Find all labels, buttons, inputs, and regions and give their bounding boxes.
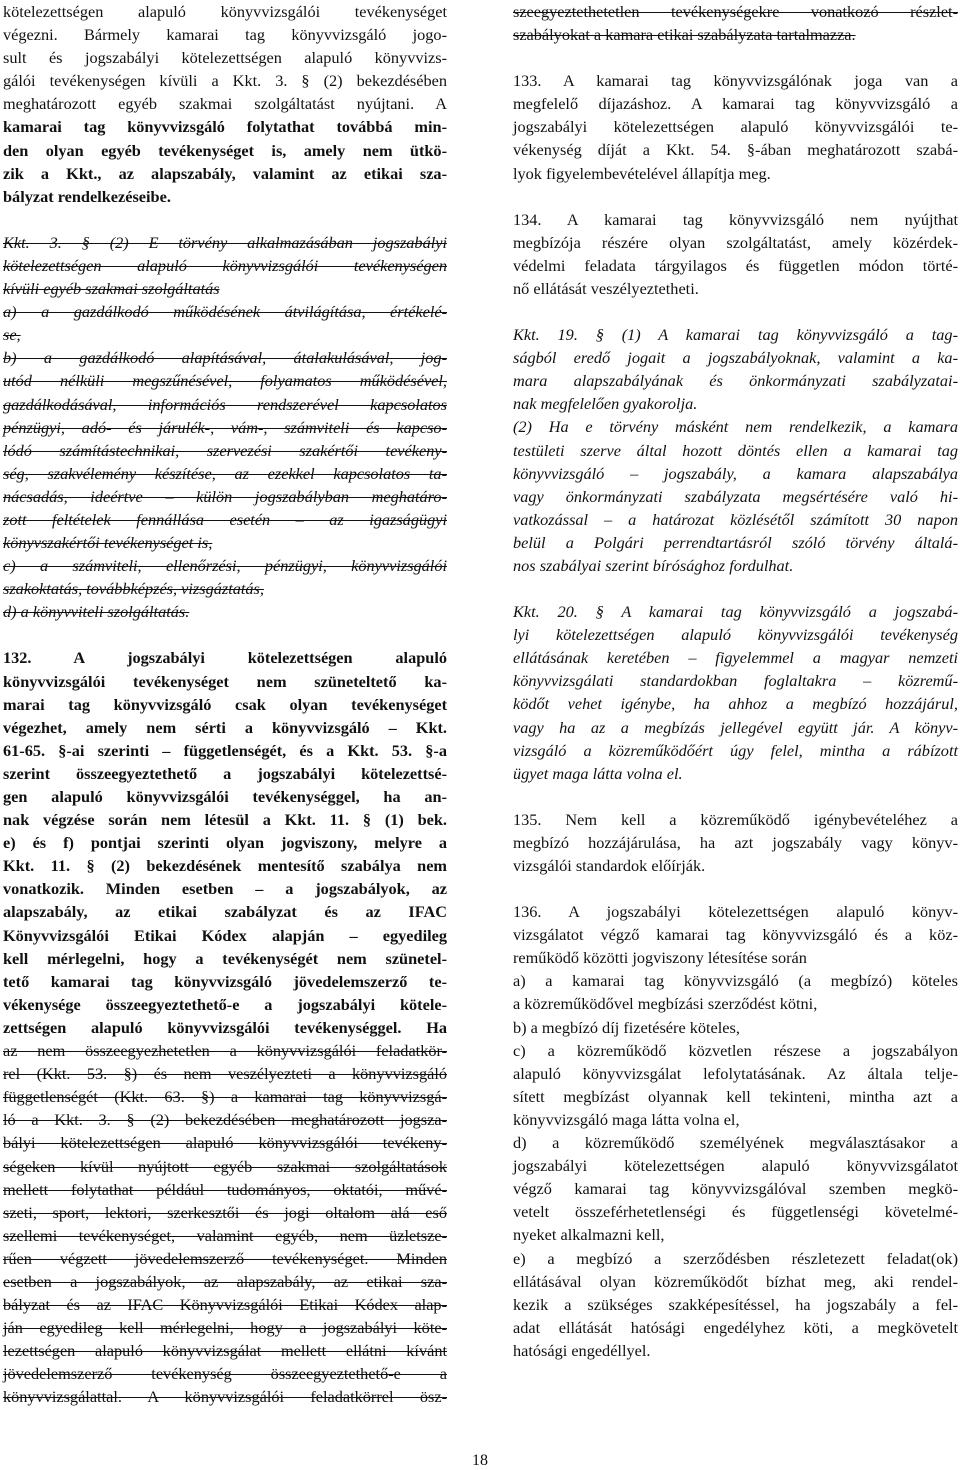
text-line: zik a Kkt., az alapszabály, valamint az etikai sza- (3, 163, 447, 183)
text-line: 132. A jogszabályi kötelezettségen alapuló (3, 648, 447, 668)
paragraph-133 (513, 69, 958, 184)
text-line: vagy ha az a megbízás jellegével együtt jár. A könyv- (513, 717, 958, 737)
text-line: vizsgálói standardok előírják. (513, 856, 706, 875)
text-line: b) a megbízó díj fizetésére köteles, (513, 1017, 740, 1037)
spacer (3, 208, 447, 231)
text-line: kell mérlegelni, hogy a tevékenységét nem szünetel- (3, 948, 447, 968)
text-line: jogszabályi kötelezettségen alapuló könyvvizsgálatot (513, 1156, 958, 1176)
text-line: Könyvvizsgálói Etikai Kódex alapján – egyedileg (3, 925, 447, 945)
page-number: 18 (472, 1452, 488, 1469)
text-line: reműködő közötti jogviszony létesítése során (513, 948, 807, 968)
text-line: 61-65. §-ai szerinti – függetlenségét, és a Kkt. 53. §-a (3, 740, 447, 760)
paragraph-intro (3, 0, 447, 208)
paragraph-kkt19 (513, 323, 958, 577)
text-line: testületi szerve által hozott döntés ellen a kamarai tag (513, 440, 958, 460)
text-line: gálói tevékenységen kívüli a Kkt. 3. § (2) bekezdésében (3, 71, 447, 91)
text-line: vizsgáló a közreműködőért úgy felel, mintha a rábízott (513, 740, 958, 760)
text-line: szeti, sport, lektori, szerkesztői és jogi oltalom alá eső (3, 1202, 447, 1222)
text-line: vagy önkormányzati szabályzata megsértésére való hi- (513, 486, 958, 506)
text-line: e) a megbízó a szerződésben részletezett feladat(ok) (513, 1248, 958, 1268)
spacer (513, 185, 958, 208)
text-line: (2) Ha e törvény másként nem rendelkezik, a kamara (513, 417, 958, 437)
text-line: szeegyeztethetetlen tevékenységekre vonatkozó részlet- (513, 2, 958, 21)
left-column (3, 0, 447, 1409)
text-line: jövedelemszerző tevékenység összeegyeztethető-e a (3, 1364, 447, 1384)
spacer (513, 785, 958, 808)
text-line: nak megfelelően gyakorolja. (513, 394, 698, 414)
text-line: d) a közreműködő személyének megválasztásakor a (513, 1133, 958, 1153)
text-line: 133. A kamarai tag könyvvizsgálónak joga van a (513, 71, 958, 91)
text-line: bályzat rendelkezéseibe. (3, 186, 171, 206)
text-line: könyvszakértői tevékenységet is, (3, 533, 213, 553)
text-line: gazdálkodásával, információs rendszerével kapcsolatos (3, 394, 447, 414)
spacer (513, 300, 958, 323)
text-line: vonatkozik. Minden esetben – a jogszabályok, az (3, 879, 447, 899)
text-line: lyi kötelezettségen alapuló könyvvizsgálói tevékenység (513, 625, 958, 645)
text-line: sített megbízást olyannak kell tekinteni, mintha azt a (513, 1086, 958, 1106)
text-line: meghatározott egyéb szakmai szolgáltatást nyújtani. A (3, 94, 447, 114)
text-line: rel (Kkt. 53. §) és nem veszélyezteti a könyvvizsgáló (3, 1064, 447, 1084)
text-line: végezni. Bármely kamarai tag könyvvizsgáló jogo- (3, 25, 447, 45)
text-line: alapszabály, az etikai szabályzat és az IFAC (3, 902, 447, 922)
text-line: könyvvizsgálattal. A könyvvizsgálói feladatkörrel ösz- (3, 1387, 447, 1407)
spacer (513, 577, 958, 600)
text-line: megfelelő díjazáshoz. A kamarai tag könyvvizsgáló a (513, 94, 958, 114)
text-line: pénzügyi, adó- és járulék-, vám-, számviteli és kapcso- (3, 417, 447, 437)
text-line: zettségen alapuló könyvvizsgálói tevékenységgel. Ha (3, 1017, 447, 1037)
text-line: sult és jogszabályi kötelezettségen alapuló könyvvizs- (3, 48, 447, 68)
text-line: könyvvizsgálói tevékenységet nem szüneteltető ka- (3, 671, 447, 691)
text-line: bályi kötelezettségen alapuló könyvvizsgálói tevékeny- (3, 1133, 447, 1153)
paragraph-132 (3, 646, 447, 1408)
text-line: ellátásának keretében – figyelemmel a magyar nemzeti (513, 648, 958, 668)
text-line: 135. Nem kell a közreműködő igénybevételéhez a (513, 809, 958, 829)
paragraph-kkt20 (513, 600, 958, 785)
text-line: nő ellátását veszélyeztetheti. (513, 278, 699, 298)
text-line: nak végzése során nem létesül a Kkt. 11. § (1) bek. (3, 810, 447, 830)
text-line: marai tag könyvvizsgáló csak olyan tevékenységet (3, 694, 447, 714)
text-line: vékenység díját a Kkt. 54. §-ában meghatározott szabá- (513, 140, 958, 160)
paragraph-134 (513, 208, 958, 300)
text-line: ködőt vehet igénybe, ha ahhoz a megbízó hozzájárul, (513, 694, 958, 714)
text-line: Kkt. 20. § A kamarai tag könyvvizsgáló a jogszabá- (513, 602, 958, 622)
text-line: bályzat és az IFAC Könyvvizsgálói Etikai Kódex alap- (3, 1295, 447, 1315)
text-line: függetlenségét (Kkt. 63. §) a kamarai tag könyvvizsgá- (3, 1087, 447, 1107)
text-line: belül a Polgári perrendtartásról szóló törvény általá- (513, 532, 958, 552)
text-line: a közreműködővel megbízási szerződést kötni, (513, 994, 818, 1014)
text-line: den olyan egyéb tevékenységet is, amely nem ütkö- (3, 140, 447, 160)
text-line: kívüli egyéb szakmai szolgáltatás (3, 279, 220, 299)
text-line: ügyet maga látta volna el. (513, 763, 683, 783)
text-line: könyvvizsgáló maga látta volna el, (513, 1109, 740, 1129)
right-column (513, 0, 958, 1362)
paragraph-136 (513, 900, 958, 1362)
text-line: rűen végzett jövedelemszerző tevékenységet. Minden (3, 1248, 447, 1268)
text-line: könyvvizsgálati standardokban foglaltakra – közremű- (513, 671, 958, 691)
text-line: megbízó hozzájárulása, ha azt jogszabály vagy könyv- (513, 832, 958, 852)
text-line: ján egyedileg kell mérlegelni, hogy a jogszabályi köte- (3, 1318, 447, 1338)
text-line: kötelezettségen alapuló könyvvizsgálói tevékenységet (3, 2, 447, 21)
text-line: esetben a jogszabályok, az alapszabály, az etikai sza- (3, 1271, 447, 1291)
text-line: vékenysége összeegyeztethető-e a jogszabályi kötele- (3, 994, 447, 1014)
text-line: az nem összeegyezhetetlen a könyvvizsgálói feladatkör- (3, 1041, 447, 1061)
paragraph-135 (513, 808, 958, 877)
text-line: lódó számítástechnikai, szervezési szakértői tevékeny- (3, 440, 447, 460)
text-line: végző kamarai tag könyvvizsgálóval szemben megkö- (513, 1179, 958, 1199)
text-line: 134. A kamarai tag könyvvizsgáló nem nyújthat (513, 209, 958, 229)
text-line: megbízója részére olyan szolgáltatást, amely közérdek- (513, 232, 958, 252)
text-line: hatósági engedéllyel. (513, 1340, 651, 1360)
text-line: d) a könyvviteli szolgáltatás. (3, 602, 190, 622)
text-line: ló a Kkt. 3. § (2) bekezdésében meghatározott jogsza- (3, 1110, 447, 1130)
text-line: könyvvizsgáló – jogszabály, a kamara alapszabálya (513, 463, 958, 483)
text-line: alapuló könyvvizsgálat lefolytatásának. Az általa telje- (513, 1063, 958, 1083)
text-line: ellátásával olyan közreműködőt bízhat meg, aki rendel- (513, 1271, 958, 1291)
text-line: vizsgálatot végző kamarai tag könyvvizsgáló és a köz- (513, 925, 958, 945)
text-line: vatkozással – a határozat közlésétől számított 30 napon (513, 509, 958, 529)
text-line: Kkt. 11. § (2) bekezdésének mentesítő szabálya nem (3, 856, 447, 876)
text-line: Kkt. 3. § (2) E törvény alkalmazásában jogszabályi (3, 232, 447, 252)
text-line: mara alapszabályának és önkormányzati szabályzatai- (513, 371, 958, 391)
text-line: adat ellátását hatósági engedélyhez köti, a megkövetelt (513, 1317, 958, 1337)
text-line: nos szabályai szerint bírósághoz fordulhat. (513, 555, 794, 575)
text-line: e) és f) pontjai szerinti olyan jogviszony, melyre a (3, 833, 447, 853)
text-line: gen alapuló könyvvizsgálói tevékenységgel, ha an- (3, 787, 447, 806)
text-line: 136. A jogszabályi kötelezettségen alapuló könyv- (513, 902, 958, 922)
text-line: nácsadás, ideértve – külön jogszabályban meghatáro- (3, 486, 447, 506)
text-line: szerint összeegyeztethető a jogszabályi kötelezettsé- (3, 763, 447, 783)
spacer (513, 46, 958, 69)
text-line: a) a kamarai tag könyvvizsgáló (a megbízó) köteles (513, 971, 958, 991)
text-line: kezik a szükséges szakképesítéssel, ha jogszabály a fel- (513, 1294, 958, 1314)
spacer (513, 877, 958, 900)
text-line: ságból eredő jogait a jogszabályoknak, valamint a ka- (513, 348, 958, 368)
spacer (3, 623, 447, 646)
text-line: zott feltételek fennállása esetén – az igazságügyi (3, 509, 447, 529)
text-line: védelmi feladata tárgyilagos és független módon törté- (513, 255, 958, 275)
text-line: lezettségen alapuló könyvvizsgálat mellett ellátni kívánt (3, 1341, 447, 1361)
text-line: szabályokat a kamara etikai szabályzata tartalmazza. (513, 25, 856, 45)
text-line: ség, szakvélemény készítése, az ezekkel kapcsolatos ta- (3, 463, 447, 483)
text-line: c) a közreműködő közvetlen részese a jogszabályon (513, 1040, 958, 1060)
text-line: vetelt összeférhetetlenségi és függetlenségi követelmé- (513, 1202, 958, 1222)
text-line: Kkt. 19. § (1) A kamarai tag könyvvizsgáló a tag- (513, 325, 958, 345)
text-line: végezhet, amely nem sérti a könyvvizsgáló – Kkt. (3, 717, 447, 737)
text-line: jogszabályi kötelezettségen alapuló könyvvizsgálói te- (513, 117, 958, 137)
text-line: c) a számviteli, ellenőrzési, pénzügyi, könyvvizsgálói (3, 556, 447, 576)
text-line: se, (3, 325, 21, 345)
text-line: tető kamarai tag könyvvizsgáló jövedelemszerző te- (3, 971, 447, 991)
text-line: lyok figyelembevételével állapítja meg. (513, 163, 771, 183)
text-line: szakoktatás, továbbképzés, vizsgáztatás, (3, 579, 264, 599)
text-line: mellett folytathat például tudományos, oktatói, művé- (3, 1179, 447, 1199)
text-line: nyeket alkalmazni kell, (513, 1225, 665, 1245)
paragraph-continuation (513, 0, 958, 46)
text-line: szellemi tevékenységet, valamint egyéb, nem üzletsze- (3, 1225, 447, 1245)
text-line: utód nélküli megszűnésével, folyamatos működésével, (3, 371, 447, 391)
text-line: kamarai tag könyvvizsgáló folytathat továbbá min- (3, 117, 447, 137)
text-line: a) a gazdálkodó működésének átvilágítása, értékelé- (3, 302, 447, 322)
text-line: b) a gazdálkodó alapításával, átalakulásával, jog- (3, 348, 447, 368)
paragraph-kkt3-deleted (3, 231, 447, 624)
text-line: kötelezettségen alapuló könyvvizsgálói tevékenységen (3, 255, 447, 275)
text-line: ségeken kívül nyújtott egyéb szakmai szolgáltatások (3, 1156, 447, 1176)
